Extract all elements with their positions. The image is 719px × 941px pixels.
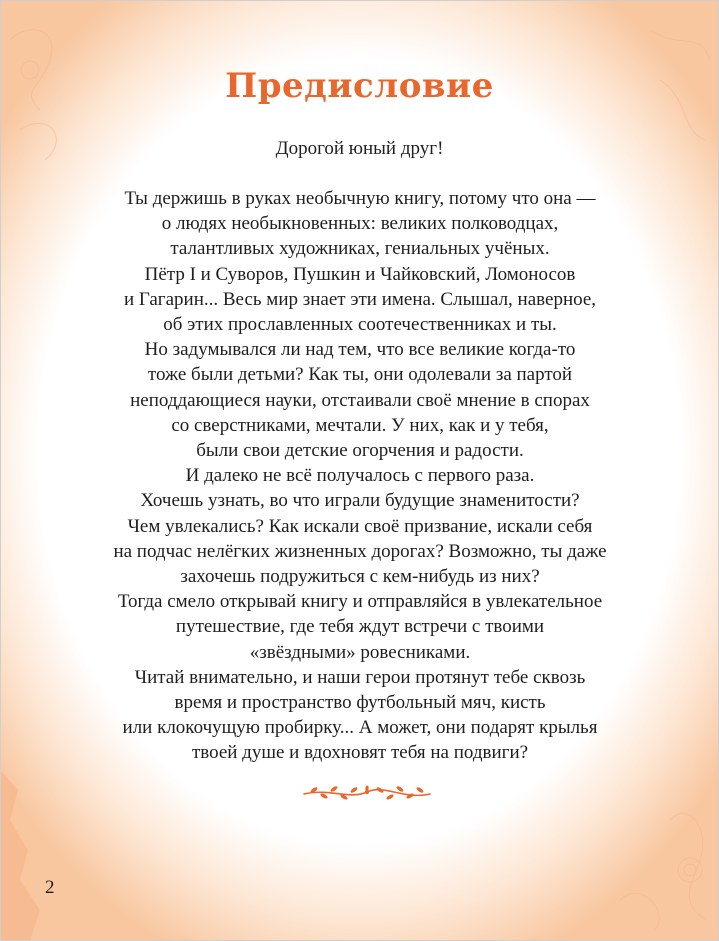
body-line: неподдающиеся науки, отстаивали своё мнение в спорах [130,389,590,411]
body-line: время и пространство футбольный мяч, кисть [174,692,546,714]
body-line: или клокочущую пробирку... А может, они подарят крылья [122,717,598,739]
body-line: тоже были детьми? Как ты, они одолевали за партой [147,364,573,386]
body-line: и Гагарин... Весь мир знает эти имена. Слышал, наверное, [123,288,597,310]
greeting-line: Дорогой юный друг! [275,138,444,159]
preface-body [60,186,660,766]
body-line: И далеко не всё получалось с первого раза. [185,465,535,487]
body-line: путешествие, где тебя ждут встречи с твоими [175,616,545,638]
body-line: Но задумывался ли над тем, что все великие когда-то [144,339,576,361]
body-line: со сверстниками, мечтали. У них, как и у тебя, [171,414,549,436]
leafy-vine-divider-icon [300,780,434,804]
body-line: на подчас нелёгких жизненных дорогах? Возможно, ты даже [113,540,607,562]
body-line: талантливых художниках, гениальных учёных. [170,238,550,260]
body-line: «звёздными» ровесниками. [249,641,471,663]
body-line: Пётр I и Суворов, Пушкин и Чайковский, Ломоносов [144,263,576,285]
body-line: Читай внимательно, и наши герои протянут тебе сквозь [134,666,586,688]
body-line: о людях необыкновенных: великих полководцах, [161,213,559,235]
body-line: захочешь подружиться с кем-нибудь из них? [180,566,540,588]
body-line: твоей душе и вдохновят тебя на подвиги? [191,742,529,764]
body-line: Ты держишь в руках необычную книгу, потому что она — [124,188,596,209]
body-line: были свои детские огорчения и радости. [196,440,524,462]
body-line: Хочешь узнать, во что играли будущие знаменитости? [140,490,580,512]
body-line: Тогда смело открывай книгу и отправляйся в увлекательное [117,591,603,613]
page-number: 2 [45,877,55,898]
body-line: об этих прославленных соотечественниках и ты. [163,314,557,336]
page-title: Предисловие [225,66,494,106]
body-line: Чем увлекались? Как искали своё призвание, искали себя [127,515,593,537]
